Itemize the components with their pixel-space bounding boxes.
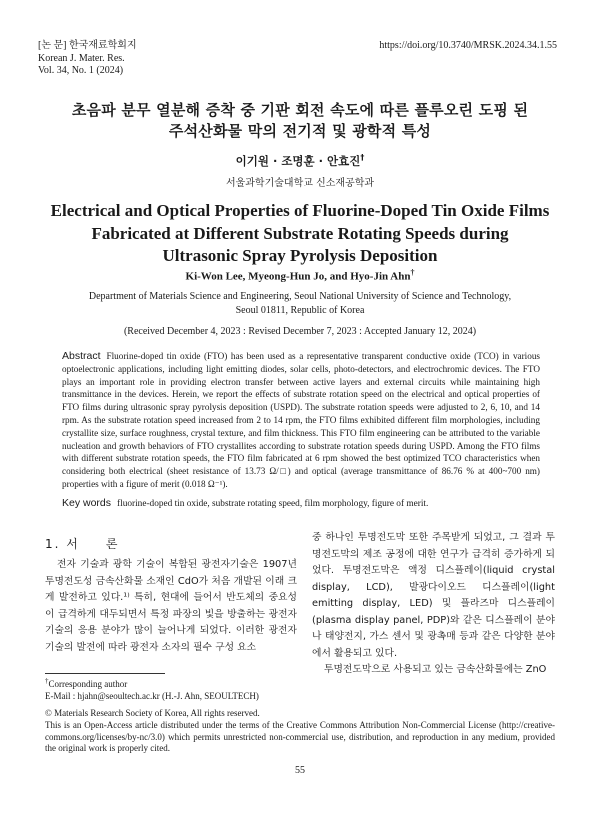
body-paragraph: 중 하나인 투명전도막 또한 주목받게 되었고, 그 결과 투명전도막의 제조 공정에 대한 연구가 급격히 증가하게 되었다. 투명전도막은 액정 디스플레이(liquid crystal display, LCD), 발광다이오드 디스플레이(light emitting display, LED) 및 플라즈마 디스플레이(plasma display panel, PDP)와 같은 디스플레이 분야나 태양전지, 가스 센서 및 광촉매 등과 같은 다양한 분야에서 활용되고 있다.: [312, 532, 555, 659]
corresponding-note: [45, 676, 259, 691]
license-notice: [45, 708, 555, 755]
journal-name-ko: [논 문] 한국재료학회지: [38, 40, 137, 51]
body-paragraph: 투명전도막으로 사용되고 있는 금속산화물에는 ZnO: [324, 664, 547, 675]
body-paragraph: 전자 기술과 광학 기술이 복합된 광전자기술은 1907년 투명전도성 금속산화물 소재인 CdO가 처음 개발된 이래 크게 발전하고 있다.¹⁾ 특히, 현대에 들어서 반도체의 중요성이 급격하게 대두되면서 특정 파장의 빛을 방출하는 광전자 기술의 응용 분야가 많이 늘어나게 되었다. 이러한 광전자 기술의 발전에 따라 광전자 소자의 필수 구성 요소: [45, 559, 297, 653]
affiliation-korean: 서울과학기술대학교 신소재공학과: [225, 178, 375, 189]
keywords-label: Key words: [62, 497, 112, 509]
page-number: 55: [295, 765, 305, 776]
title-korean: [40, 100, 560, 142]
section-number: 1. 서: [45, 537, 80, 551]
journal-volume: Vol. 34, No. 1 (2024): [38, 65, 124, 76]
journal-info: [38, 40, 137, 78]
abstract: [62, 350, 540, 491]
affiliation-english-line: Department of Materials Science and Engineering, Seoul National University of Science and Technology,: [88, 291, 512, 302]
affiliation-english: [60, 290, 540, 318]
corresponding-mark: †: [360, 153, 365, 163]
authors-korean: [40, 153, 560, 169]
corresponding-label: Corresponding author: [48, 679, 128, 689]
title-english-line: Fabricated at Different Substrate Rotating Speeds during: [91, 223, 509, 243]
footnote: [45, 676, 259, 703]
corresponding-mark: †: [410, 268, 415, 277]
keywords: [62, 497, 540, 509]
section-title: 론: [105, 537, 118, 551]
footnote-divider: [45, 673, 165, 674]
body-column-right: [312, 530, 555, 679]
title-korean-line: 주석산화물 막의 전기적 및 광학적 특성: [168, 122, 432, 140]
title-english-line: Ultrasonic Spray Pyrolysis Deposition: [162, 246, 438, 265]
keywords-text: fluorine-doped tin oxide, substrate rotating speed, film morphology, figure of merit.: [117, 499, 429, 509]
journal-name-en: Korean J. Mater. Res.: [38, 52, 125, 64]
doi-link[interactable]: https://doi.org/10.3740/MRSK.2024.34.1.55: [379, 40, 557, 51]
title-english-line: Electrical and Optical Properties of Fluorine-Doped Tin Oxide Films: [50, 201, 550, 220]
section-heading: [45, 535, 117, 552]
title-english: [40, 200, 560, 268]
license-text: This is an Open-Access article distributed under the terms of the Creative Commons Attribution Non-Commercial License (http://creative-commons.org/licenses/by-nc/3.0) which permits unrestricted non-commercial use, distribution, and reproduction in any medium, provided the original work is properly cited.: [45, 719, 555, 754]
authors-korean-names: 이기원 · 조명훈 · 안효진: [235, 154, 361, 168]
abstract-label: Abstract: [62, 350, 101, 362]
abstract-text: Fluorine-doped tin oxide (FTO) has been used as a representative transparent conductive oxide (TCO) in various optoelectronic applications, including light emitting diodes, solar cells, photo-detectors, and electrochromic devices. The FTO plays an important role in providing electron transfer between active layers and external circuits while maintaining high transmittance in the devices. Herein, we report the effects of substrate rotation speed on the electrical and optical properties of FTO films during ultrasonic spray pyrolysis deposition (USPD). The substrate rotation speeds were adjusted to 2, 6, 10, and 14 rpm. As the substrate rotation speed increased from 2 to 14 rpm, the FTO films exhibited different film morphologies, including crystallite size, surface roughness, crystal texture, and film thickness. This FTO film engineering can be attributed to the variable nucleation and growth behaviors of FTO crystallites according to substrate rotation speeds during USPD. Among the FTO films with different substrate rotation speeds, the FTO film fabricated at 6 rpm showed the best optimized TCO characteristics when considering both electrical (sheet resistance of 13.73 Ω/□) and optical (average transmittance of 86.76 % at 400~700 nm) properties with a figure of merit (0.018 Ω⁻¹).: [62, 351, 540, 489]
title-korean-line: 초음파 분무 열분해 증착 중 기판 회전 속도에 따른 플루오린 도핑 된: [71, 101, 529, 119]
body-column-left: [45, 557, 297, 656]
copyright-line: © Materials Research Society of Korea, All rights reserved.: [45, 708, 260, 718]
authors-english-names: Ki-Won Lee, Myeong-Hun Jo, and Hyo-Jin Ahn: [185, 270, 411, 283]
authors-english: [40, 268, 560, 283]
affiliation-english-line: Seoul 01811, Republic of Korea: [235, 305, 365, 316]
received-dates: (Received December 4, 2023 : Revised December 7, 2023 : Accepted January 12, 2024): [123, 326, 477, 337]
footnote-mark: †: [45, 677, 49, 685]
contact-email: E-Mail : hjahn@seoultech.ac.kr (H.-J. Ahn, SEOULTECH): [45, 690, 259, 701]
